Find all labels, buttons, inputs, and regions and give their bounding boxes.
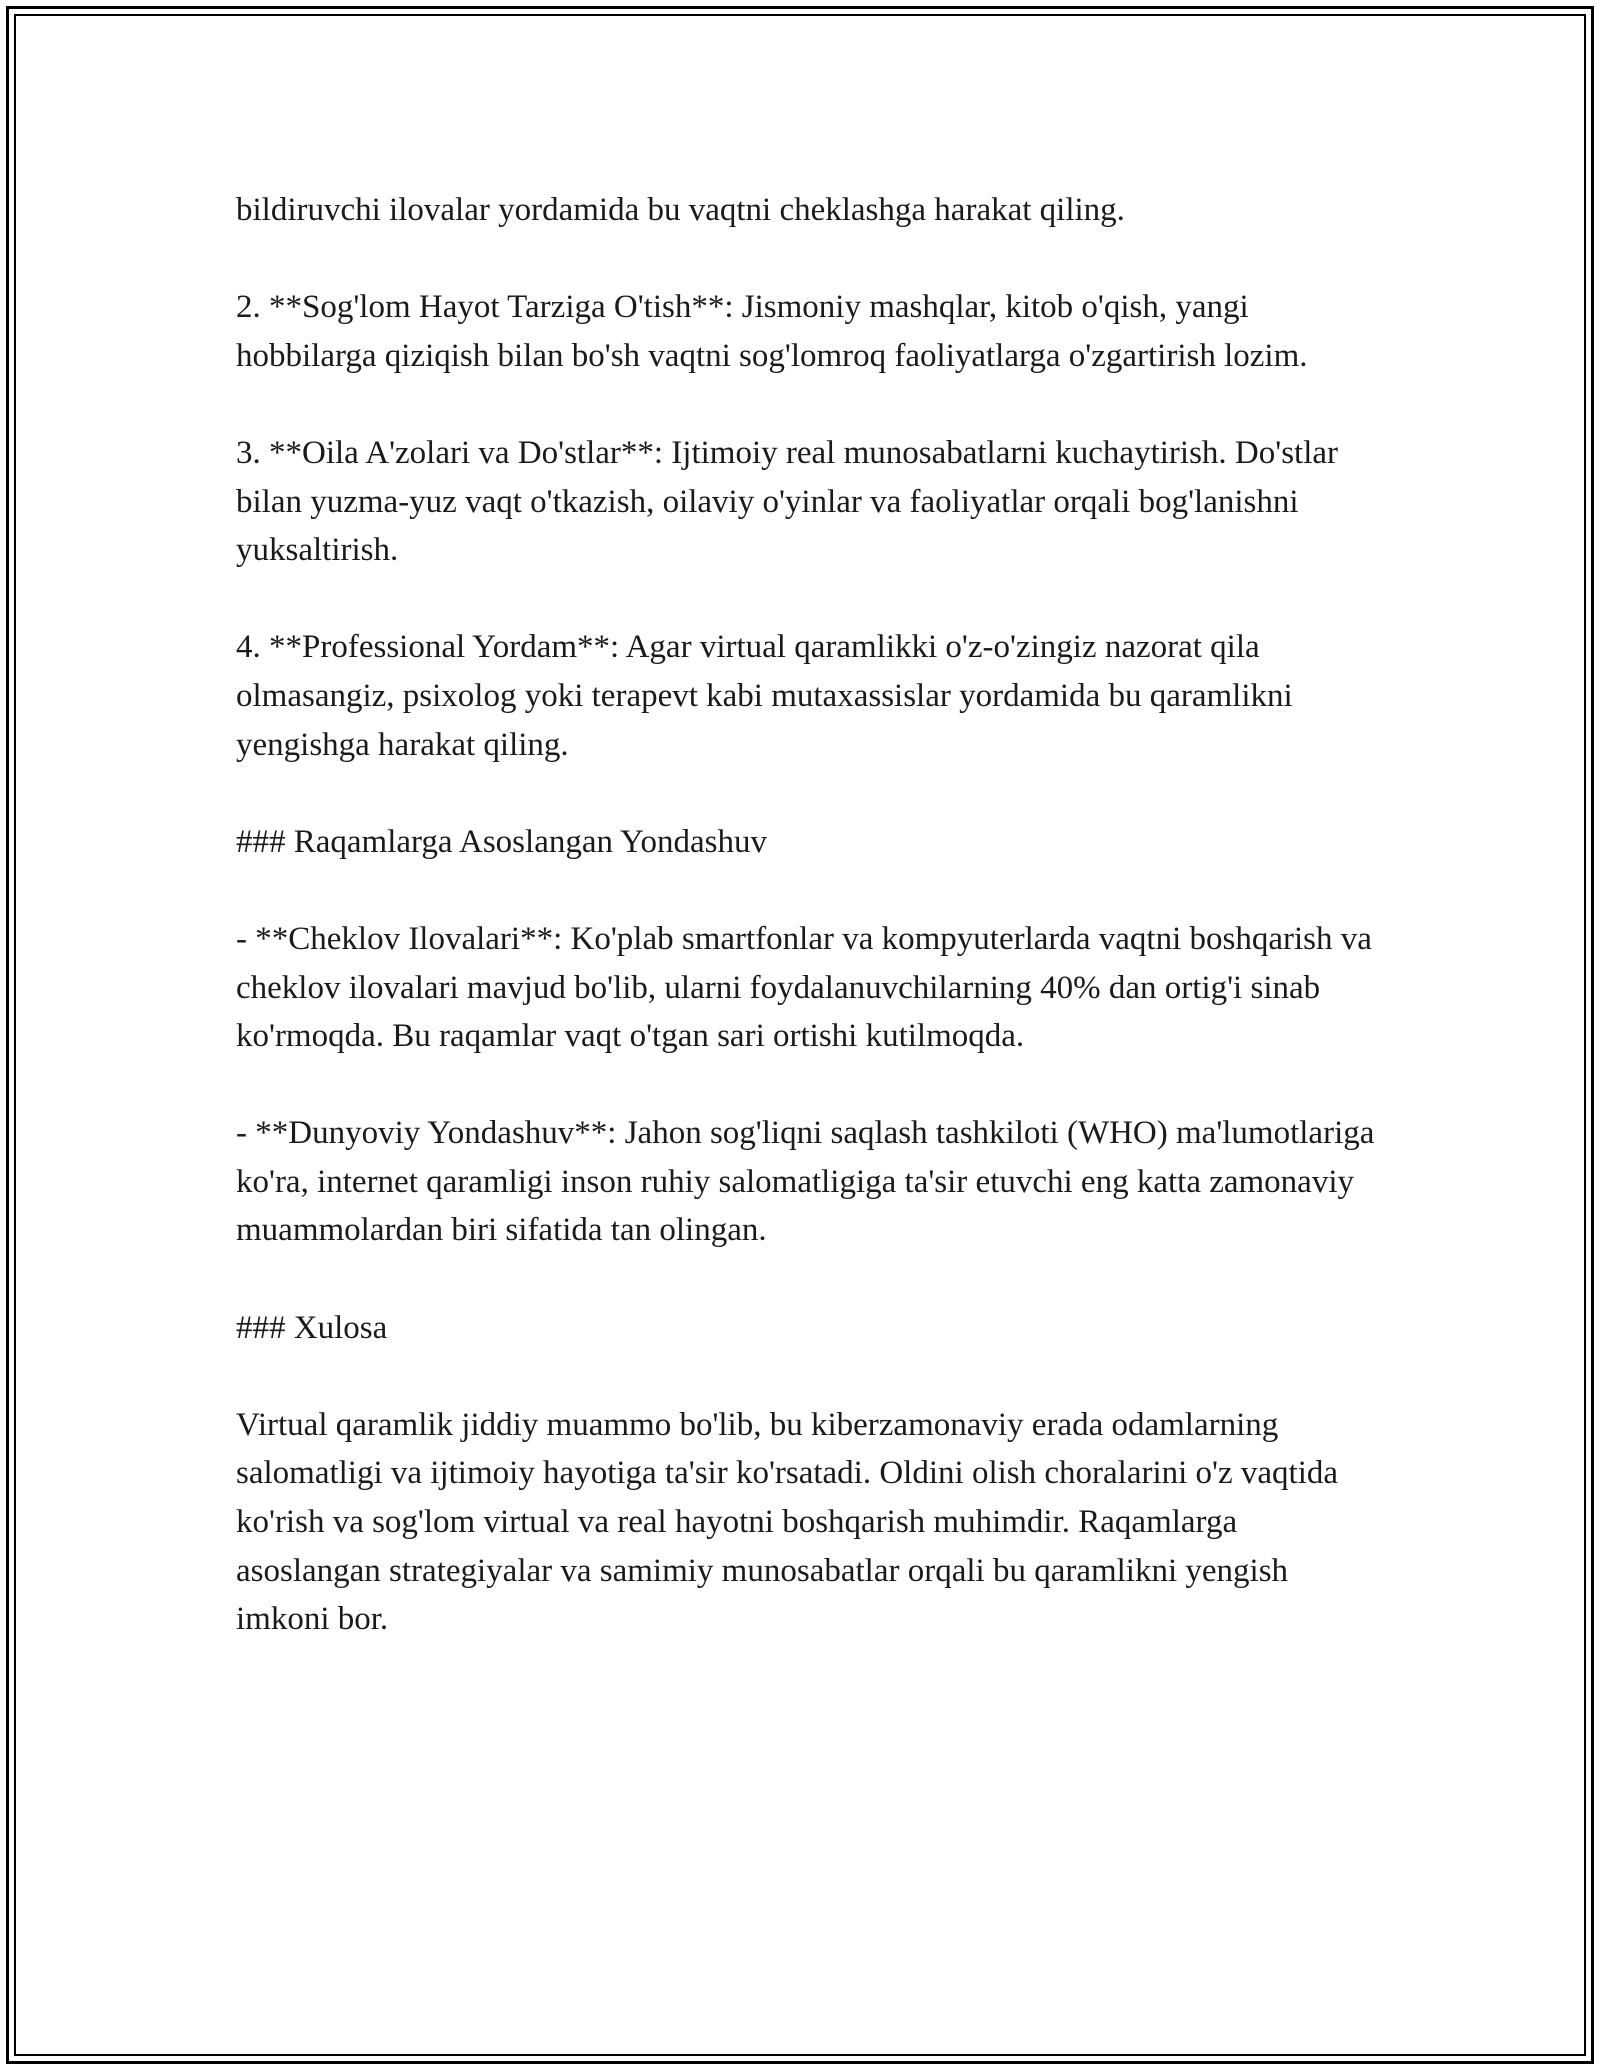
list-item-healthy-lifestyle: 2. **Sog'lom Hayot Tarziga O'tish**: Jismoniy mashqlar, kitob o'qish, yangi hobbilarga qiziqish bilan bo'sh vaqtni sog'lomroq faoliyatlarga o'zgartirish lozim. xyxy=(236,289,1308,374)
document-body xyxy=(236,186,1376,1644)
section-heading-conclusion: ### Xulosa xyxy=(236,1309,388,1346)
paragraph-continuation: bildiruvchi ilovalar yordamida bu vaqtni cheklashga harakat qiling. xyxy=(236,192,1125,228)
bullet-global-approach: - **Dunyoviy Yondashuv**: Jahon sog'liqni saqlash tashkiloti (WHO) ma'lumotlariga ko'ra, internet qaramligi inson ruhiy salomatligiga ta'sir etuvchi eng katta zamonaviy muammolardan biri sifatida tan olingan. xyxy=(236,1115,1375,1249)
list-item-family-friends: 3. **Oila A'zolari va Do'stlar**: Ijtimoiy real munosabatlarni kuchaytirish. Do'stlar bilan yuzma-yuz vaqt o'tkazish, oilaviy o'yinlar va faoliyatlar orqali bog'lanishni yuksaltirish. xyxy=(236,434,1339,569)
list-item-professional-help: 4. **Professional Yordam**: Agar virtual qaramlikki o'z-o'zingiz nazorat qila olmasangiz, psixolog yoki terapevt kabi mutaxassislar yordamida bu qaramlikni yengishga harakat qiling. xyxy=(236,629,1293,763)
paragraph-conclusion: Virtual qaramlik jiddiy muammo bo'lib, bu kiberzamonaviy erada odamlarning salomatligi va ijtimoiy hayotiga ta'sir ko'rsatadi. Oldini olish choralarini o'z vaqtida ko'rish va sog'lom virtual va real hayotni boshqarish muhimdir. Raqamlarga asoslangan strategiyalar va samimiy munosabatlar orqali bu qaramlikni yengish imkoni bor. xyxy=(236,1406,1339,1638)
section-heading-data-approach: ### Raqamlarga Asoslangan Yondashuv xyxy=(236,823,768,860)
bullet-restriction-apps: - **Cheklov Ilovalari**: Ko'plab smartfonlar va kompyuterlarda vaqtni boshqarish va cheklov ilovalari mavjud bo'lib, ularni foydalanuvchilarning 40% dan ortig'i sinab ko'rmoqda. Bu raqamlar vaqt o'tgan sari ortishi kutilmoqda. xyxy=(236,920,1372,1055)
